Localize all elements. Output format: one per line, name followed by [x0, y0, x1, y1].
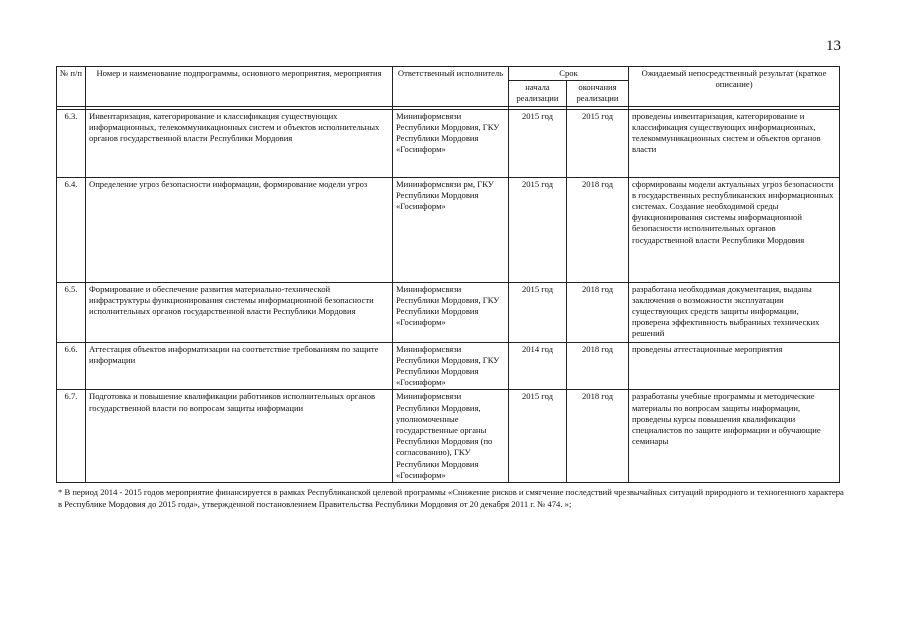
row-name: Инвентаризация, категорирование и классификация существующих информационных, телекоммуникационных систем и объектов исполнительных органов государственной власти Республики Мордовия: [86, 109, 393, 177]
footnote: * В период 2014 - 2015 годов мероприятие финансируется в рамках Республиканской целевой программы «Снижение рисков и смягчение последствий чрезвычайных ситуаций природного и техногенного характера в Республике Мордовия до 2015 года», утвержденной постановлением Правительства Республики Мордовия от 20 декабря 2011 г. № 474. »;: [58, 487, 844, 509]
row-name: Аттестация объектов информатизации на соответствие требованиям по защите информации: [86, 342, 393, 390]
row-end: 2018 год: [567, 342, 629, 390]
row-result: сформированы модели актуальных угроз безопасности в государственных республиканских информационных системах. Создание необходимой среды функционирования системы информационной безопасности исполнительных органов государственной власти Республики Мордовия: [629, 177, 840, 282]
measures-table: [56, 66, 840, 483]
table-row: [57, 342, 840, 390]
row-num: 6.6.: [57, 342, 86, 390]
row-executor: Мининформсвязи Республики Мордовия, ГКУ Республики Мордовия «Госинформ»: [393, 342, 509, 390]
row-executor: Мининформсвязи Республики Мордовия, ГКУ Республики Мордовия «Госинформ»: [393, 109, 509, 177]
row-end: 2015 год: [567, 109, 629, 177]
row-name: Определение угроз безопасности информации, формирование модели угроз: [86, 177, 393, 282]
row-result: разработаны учебные программы и методические материалы по вопросам защиты информации, проведены курсы повышения квалификации специалистов по защите информации и обучающие семинары: [629, 390, 840, 483]
table-row: [57, 177, 840, 282]
row-result: проведены инвентаризация, категорирование и классификация существующих информационных, телекоммуникационных систем и объектов органов власти: [629, 109, 840, 177]
header-num: № п/п: [57, 67, 86, 107]
row-start: 2015 год: [509, 390, 567, 483]
row-result: разработана необходимая документация, выданы заключения о возможности эксплуатации существующих средств защиты информации, проверена эффективность выбранных технических решений: [629, 282, 840, 342]
header-result: Ожидаемый непосредственный результат (краткое описание): [629, 67, 840, 107]
row-end: 2018 год: [567, 390, 629, 483]
row-num: 6.5.: [57, 282, 86, 342]
row-name: Подготовка и повышение квалификации работников исполнительных органов государственной власти по вопросам защиты информации: [86, 390, 393, 483]
row-start: 2015 год: [509, 177, 567, 282]
table-row: [57, 390, 840, 483]
table-row: [57, 109, 840, 177]
row-start: 2015 год: [509, 109, 567, 177]
row-name: Формирование и обеспечение развития материально-технической инфраструктуры функционирования системы информационной безопасности исполнительных органов государственной власти Республики Мордовия: [86, 282, 393, 342]
row-end: 2018 год: [567, 177, 629, 282]
header-end: окончания реализации: [567, 81, 629, 106]
header-start: начала реализации: [509, 81, 567, 106]
row-num: 6.7.: [57, 390, 86, 483]
row-start: 2015 год: [509, 282, 567, 342]
header-executor: Ответственный исполнитель: [393, 67, 509, 107]
row-executor: Мининформсвязи рм, ГКУ Республики Мордовия «Госинформ»: [393, 177, 509, 282]
header-term: Срок: [509, 67, 629, 81]
row-executor: Мининформсвязи Республики Мордовия, уполномоченные государственные органы Республики Мордовия (по согласованию), ГКУ Республики Мордовия «Госинформ»: [393, 390, 509, 483]
row-result: проведены аттестационные мероприятия: [629, 342, 840, 390]
row-end: 2018 год: [567, 282, 629, 342]
row-start: 2014 год: [509, 342, 567, 390]
row-num: 6.4.: [57, 177, 86, 282]
row-executor: Мининформсвязи Республики Мордовия, ГКУ Республики Мордовия «Госинформ»: [393, 282, 509, 342]
header-row: [57, 67, 840, 81]
table-row: [57, 282, 840, 342]
header-name: Номер и наименование подпрограммы, основного мероприятия, мероприятия: [86, 67, 393, 107]
page-number: 13: [826, 38, 841, 54]
row-num: 6.3.: [57, 109, 86, 177]
